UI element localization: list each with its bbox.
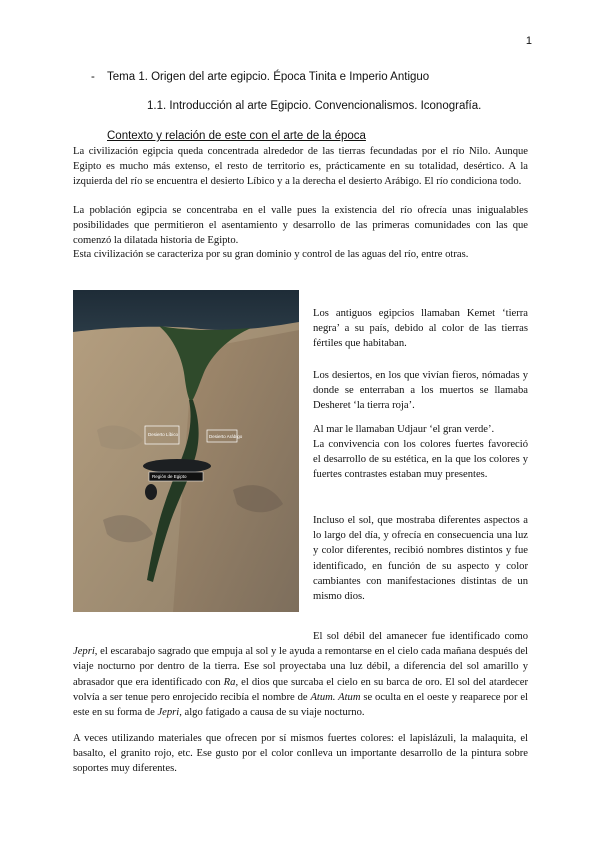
sun-god-ra: Ra (223, 676, 236, 688)
sun-text-5: , algo fatigado a causa de su viaje nocturno. (179, 707, 365, 719)
nile-satellite-image (73, 290, 299, 612)
intro-paragraph-3: Esta civilización se caracteriza por su gran dominio y control de las aguas del río, entre otras. (73, 249, 469, 260)
nile-map-graphic (73, 290, 299, 612)
sun-text-4: se oculta en el oeste y reaparece por el este en su forma de (73, 691, 528, 719)
sun-god-atum: Atum. Atum (310, 691, 361, 703)
sun-god-jepri-2: Jepri (157, 707, 180, 719)
intro-paragraph-1: La civilización egipcia queda concentrada alrededor de las tierras fecundadas por el río Nilo. Aunque Egipto es mucho más extenso, el resto de territorio es, prácticamente en su totalidad, desértico. A la izquierda del río se encuentra el desierto Líbico y a la derecha el desierto Arábigo. El río condiciona todo. (73, 146, 528, 188)
intro-paragraph-2: La población egipcia se concentraba en el valle pues la existencia del río ofrecía unas inigualables posibilidades que permitieron el asentamiento y desarrollo de las primeras comunidades con las que comenzó la dilatada historia de Egipto. (73, 205, 528, 247)
map-label-libyan: Desierto Líbico (148, 432, 179, 437)
side-paragraph-colors: La convivencia con los colores fuertes favoreció el desarrollo de su estética, en la que los colores y fuertes contrastes estaban muy presentes. (313, 439, 528, 481)
colors-paragraph: A veces utilizando materiales que ofrecen por sí mismos fuertes colores: el lapislázuli, la malaquita, el basalto, el granito rojo, etc. Ese gusto por el color conlleva un importante desarrollo de la pintura sobre soportes muy diferentes. (73, 733, 528, 775)
sun-text-1: El sol débil del amanecer fue identificado como (313, 631, 528, 642)
side-paragraph-udjaur: Al mar le llamaban Udjaur ‘el gran verde’. (313, 424, 495, 435)
sun-text-2: , el escarabajo sagrado que empuja al sol y le ayuda a remontarse en el cielo cada mañana después del viaje nocturno por dentro de la tierra. Ese sol proyectaba una luz débil, a diferencia del sol amarillo y abrasador que era identificado con (73, 646, 528, 688)
page-number: 1 (525, 35, 532, 47)
heading-subtopic: 1.1. Introducción al arte Egipcio. Convencionalismos. Iconografía. (147, 100, 482, 112)
map-label-arabian: Desierto Arábigo (209, 434, 243, 439)
sun-god-jepri: Jepri (73, 646, 95, 658)
heading-topic-text: Tema 1. Origen del arte egipcio. Época Tinita e Imperio Antiguo (107, 71, 430, 83)
sun-text-3: , el dios que surcaba el cielo en su barca de oro. El sol del atardecer volvía a ser tenue pero enrojecido recibía el nombre de (73, 676, 528, 703)
map-label-region: Región de Egipto (152, 474, 187, 479)
section-title: Contexto y relación de este con el arte de la época (107, 130, 366, 142)
heading-dash: - (91, 71, 95, 83)
side-paragraph-desheret: Los desiertos, en los que vivían fieros, nómadas y donde se enterraban a los muertos se llamaba Desheret ‘la tierra roja’. (313, 370, 528, 412)
sun-paragraph (73, 629, 528, 720)
side-paragraph-sun: Incluso el sol, que mostraba diferentes aspectos a lo largo del día, y ofrecía en consecuencia una luz y color diferentes, recibió nombres distintos y fue identificado, en función de su aspecto y color cambiantes con manifestaciones distintas de un mismo dios. (313, 515, 528, 603)
side-paragraph-kemet: Los antiguos egipcios llamaban Kemet ‘tierra negra’ a su país, debido al color de las tierras fértiles que habitaban. (313, 308, 528, 350)
heading-topic (91, 71, 429, 83)
